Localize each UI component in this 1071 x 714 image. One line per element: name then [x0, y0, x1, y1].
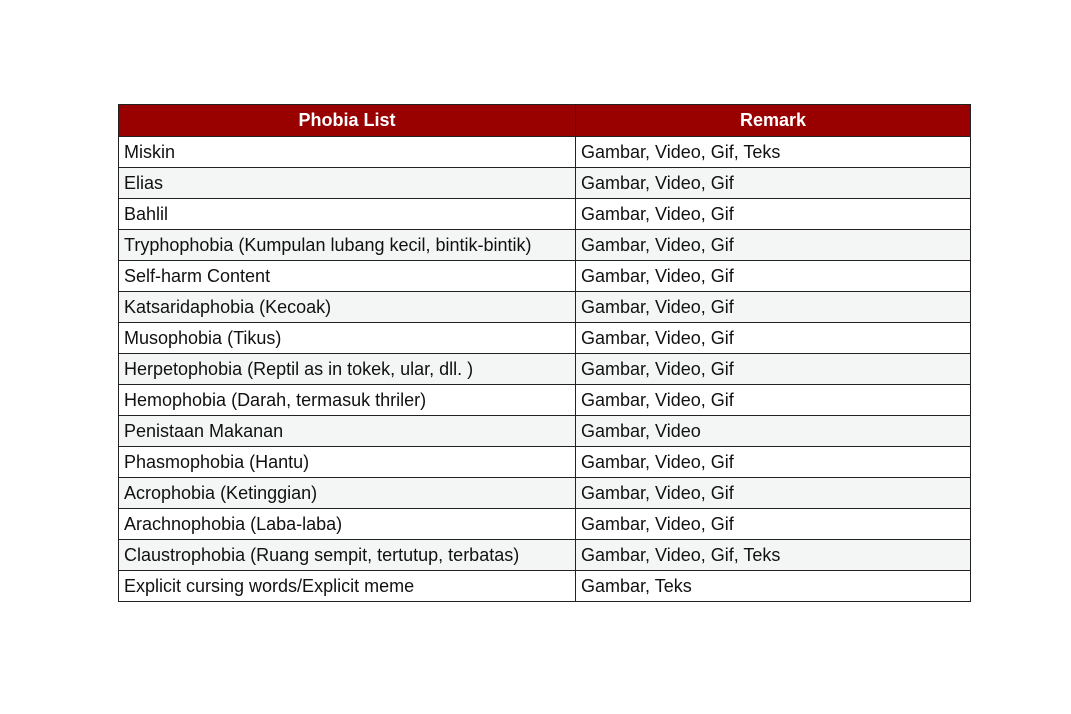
table-row	[119, 137, 971, 168]
remark-cell: Gambar, Video, Gif	[576, 447, 971, 478]
phobia-table-container	[118, 104, 971, 602]
phobia-cell: Claustrophobia (Ruang sempit, tertutup, terbatas)	[119, 540, 576, 571]
table-row	[119, 168, 971, 199]
table-row	[119, 261, 971, 292]
table-row	[119, 447, 971, 478]
table-row	[119, 416, 971, 447]
remark-cell: Gambar, Video, Gif	[576, 168, 971, 199]
header-remark: Remark	[576, 105, 971, 137]
remark-cell: Gambar, Teks	[576, 571, 971, 602]
phobia-table	[118, 104, 971, 602]
remark-cell: Gambar, Video, Gif	[576, 323, 971, 354]
table-row	[119, 571, 971, 602]
remark-cell: Gambar, Video, Gif	[576, 478, 971, 509]
table-row	[119, 478, 971, 509]
phobia-cell: Miskin	[119, 137, 576, 168]
remark-cell: Gambar, Video, Gif	[576, 354, 971, 385]
phobia-cell: Explicit cursing words/Explicit meme	[119, 571, 576, 602]
phobia-cell: Herpetophobia (Reptil as in tokek, ular, dll. )	[119, 354, 576, 385]
table-header-row	[119, 105, 971, 137]
table-row	[119, 230, 971, 261]
remark-cell: Gambar, Video, Gif, Teks	[576, 137, 971, 168]
phobia-cell: Bahlil	[119, 199, 576, 230]
phobia-cell: Acrophobia (Ketinggian)	[119, 478, 576, 509]
phobia-cell: Hemophobia (Darah, termasuk thriler)	[119, 385, 576, 416]
phobia-cell: Self-harm Content	[119, 261, 576, 292]
remark-cell: Gambar, Video, Gif	[576, 509, 971, 540]
table-row	[119, 540, 971, 571]
phobia-cell: Elias	[119, 168, 576, 199]
phobia-cell: Phasmophobia (Hantu)	[119, 447, 576, 478]
table-row	[119, 385, 971, 416]
phobia-cell: Katsaridaphobia (Kecoak)	[119, 292, 576, 323]
remark-cell: Gambar, Video, Gif	[576, 199, 971, 230]
table-row	[119, 292, 971, 323]
table-row	[119, 323, 971, 354]
header-phobia-list: Phobia List	[119, 105, 576, 137]
remark-cell: Gambar, Video	[576, 416, 971, 447]
phobia-cell: Arachnophobia (Laba-laba)	[119, 509, 576, 540]
table-row	[119, 354, 971, 385]
phobia-cell: Penistaan Makanan	[119, 416, 576, 447]
remark-cell: Gambar, Video, Gif	[576, 292, 971, 323]
remark-cell: Gambar, Video, Gif	[576, 385, 971, 416]
phobia-cell: Tryphophobia (Kumpulan lubang kecil, bintik-bintik)	[119, 230, 576, 261]
table-row	[119, 199, 971, 230]
remark-cell: Gambar, Video, Gif, Teks	[576, 540, 971, 571]
remark-cell: Gambar, Video, Gif	[576, 261, 971, 292]
remark-cell: Gambar, Video, Gif	[576, 230, 971, 261]
table-row	[119, 509, 971, 540]
phobia-cell: Musophobia (Tikus)	[119, 323, 576, 354]
